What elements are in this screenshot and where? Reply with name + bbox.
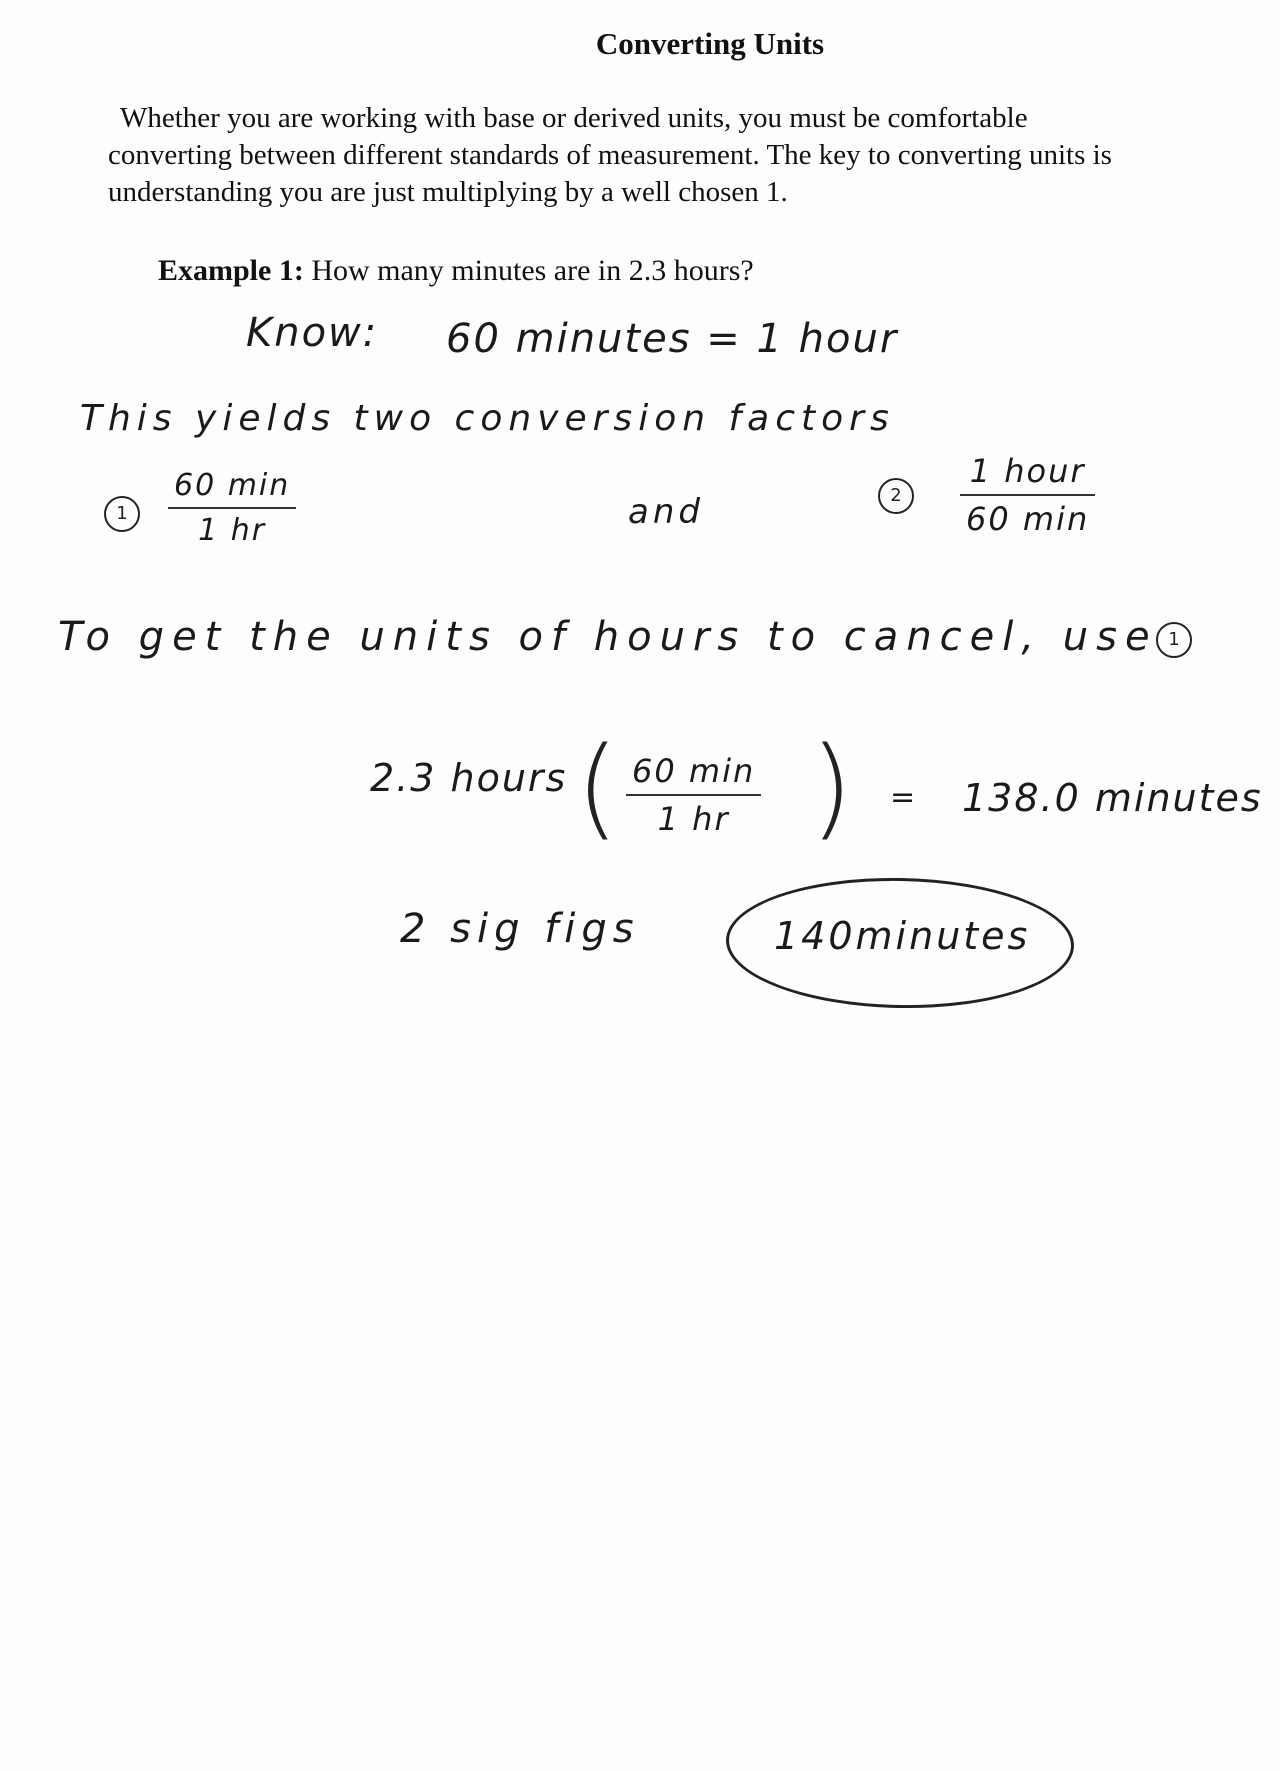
know-fact: 60 minutes = 1 hour xyxy=(446,316,899,362)
cancel-text: To get the units of hours to cancel, use xyxy=(58,614,1158,660)
page-title: Converting Units xyxy=(595,26,825,61)
intro-line-3: understanding you are just multiplying by a well chosen 1. xyxy=(108,176,788,208)
fraction-bar xyxy=(960,494,1095,496)
example-question: How many minutes are in 2.3 hours? xyxy=(311,254,754,287)
know-label: Know: xyxy=(246,310,379,356)
fraction-bar xyxy=(626,794,761,796)
fraction-bar xyxy=(168,507,296,509)
calc-numerator: 60 min xyxy=(632,752,756,790)
factor-1-numerator: 60 min xyxy=(174,468,291,503)
factor-2-fraction xyxy=(960,452,1095,538)
example-1 xyxy=(158,254,754,288)
intro-line-2: converting between different standards of measurement. The key to converting units is xyxy=(108,139,1112,171)
factor-2-denominator: 60 min xyxy=(966,500,1090,538)
factor2-marker: 2 xyxy=(878,478,914,514)
cancel-marker: 1 xyxy=(1156,622,1192,658)
calc-denominator: 1 hr xyxy=(657,800,730,838)
calc-given: 2.3 hours xyxy=(370,756,568,800)
calc-fraction xyxy=(626,752,761,838)
close-paren: ) xyxy=(810,723,853,851)
and-text: and xyxy=(628,492,704,532)
yields-text: This yields two conversion factors xyxy=(80,398,895,439)
factor1-marker: 1 xyxy=(104,496,140,532)
final-answer: 140minutes xyxy=(774,914,1031,958)
sig-figs-text: 2 sig figs xyxy=(400,906,640,952)
factor-1-denominator: 1 hr xyxy=(198,513,267,548)
intro-line-1: Whether you are working with base or derived units, you must be comfortable xyxy=(120,102,1028,134)
intro-paragraph xyxy=(108,100,1258,211)
open-paren: ( xyxy=(576,723,619,851)
example-label: Example 1: xyxy=(158,254,304,287)
calc-result: 138.0 minutes xyxy=(962,776,1263,820)
factor-1-fraction xyxy=(168,468,296,548)
calc-equals: = xyxy=(890,780,918,815)
factor-2-numerator: 1 hour xyxy=(969,452,1086,490)
